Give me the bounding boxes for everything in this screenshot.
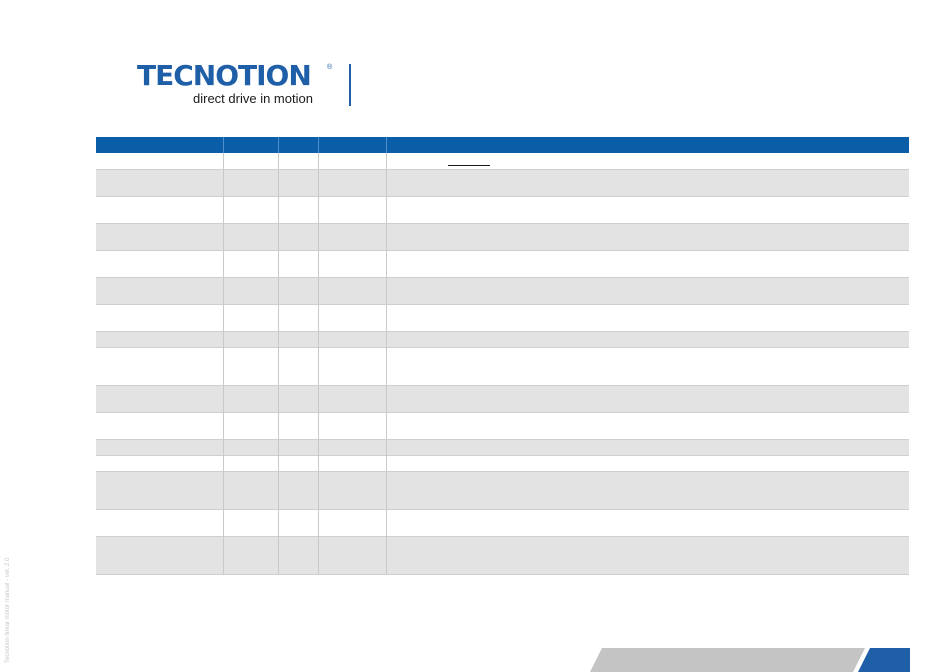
table-row <box>96 536 909 574</box>
table-row <box>96 304 909 331</box>
table-row <box>96 153 909 169</box>
logo-tagline: direct drive in motion <box>193 91 313 106</box>
footer-blue-band <box>858 648 910 672</box>
text-underline <box>448 165 490 166</box>
table-row <box>96 277 909 304</box>
table-row <box>96 471 909 509</box>
logo-wordmark: TECNOTION <box>137 59 311 92</box>
logo-divider <box>349 64 351 106</box>
table-row <box>96 223 909 250</box>
table-row <box>96 169 909 196</box>
footer-gray-band <box>590 648 865 672</box>
table-row <box>96 439 909 455</box>
table-row <box>96 331 909 347</box>
table-row <box>96 412 909 439</box>
table-row <box>96 250 909 277</box>
table-header-row <box>96 137 909 153</box>
header-cell <box>278 137 318 153</box>
table-row <box>96 196 909 223</box>
registered-mark: ® <box>327 64 333 71</box>
table-row <box>96 385 909 412</box>
side-margin-text: Tecnotion linear motor manual - ver. 2.0 <box>5 557 11 663</box>
table-row <box>96 455 909 471</box>
header-cell <box>96 137 223 153</box>
table-row <box>96 347 909 385</box>
specification-table <box>96 137 909 575</box>
header-cell <box>318 137 386 153</box>
table-row <box>96 509 909 536</box>
header-cell <box>386 137 909 153</box>
header-cell <box>223 137 278 153</box>
